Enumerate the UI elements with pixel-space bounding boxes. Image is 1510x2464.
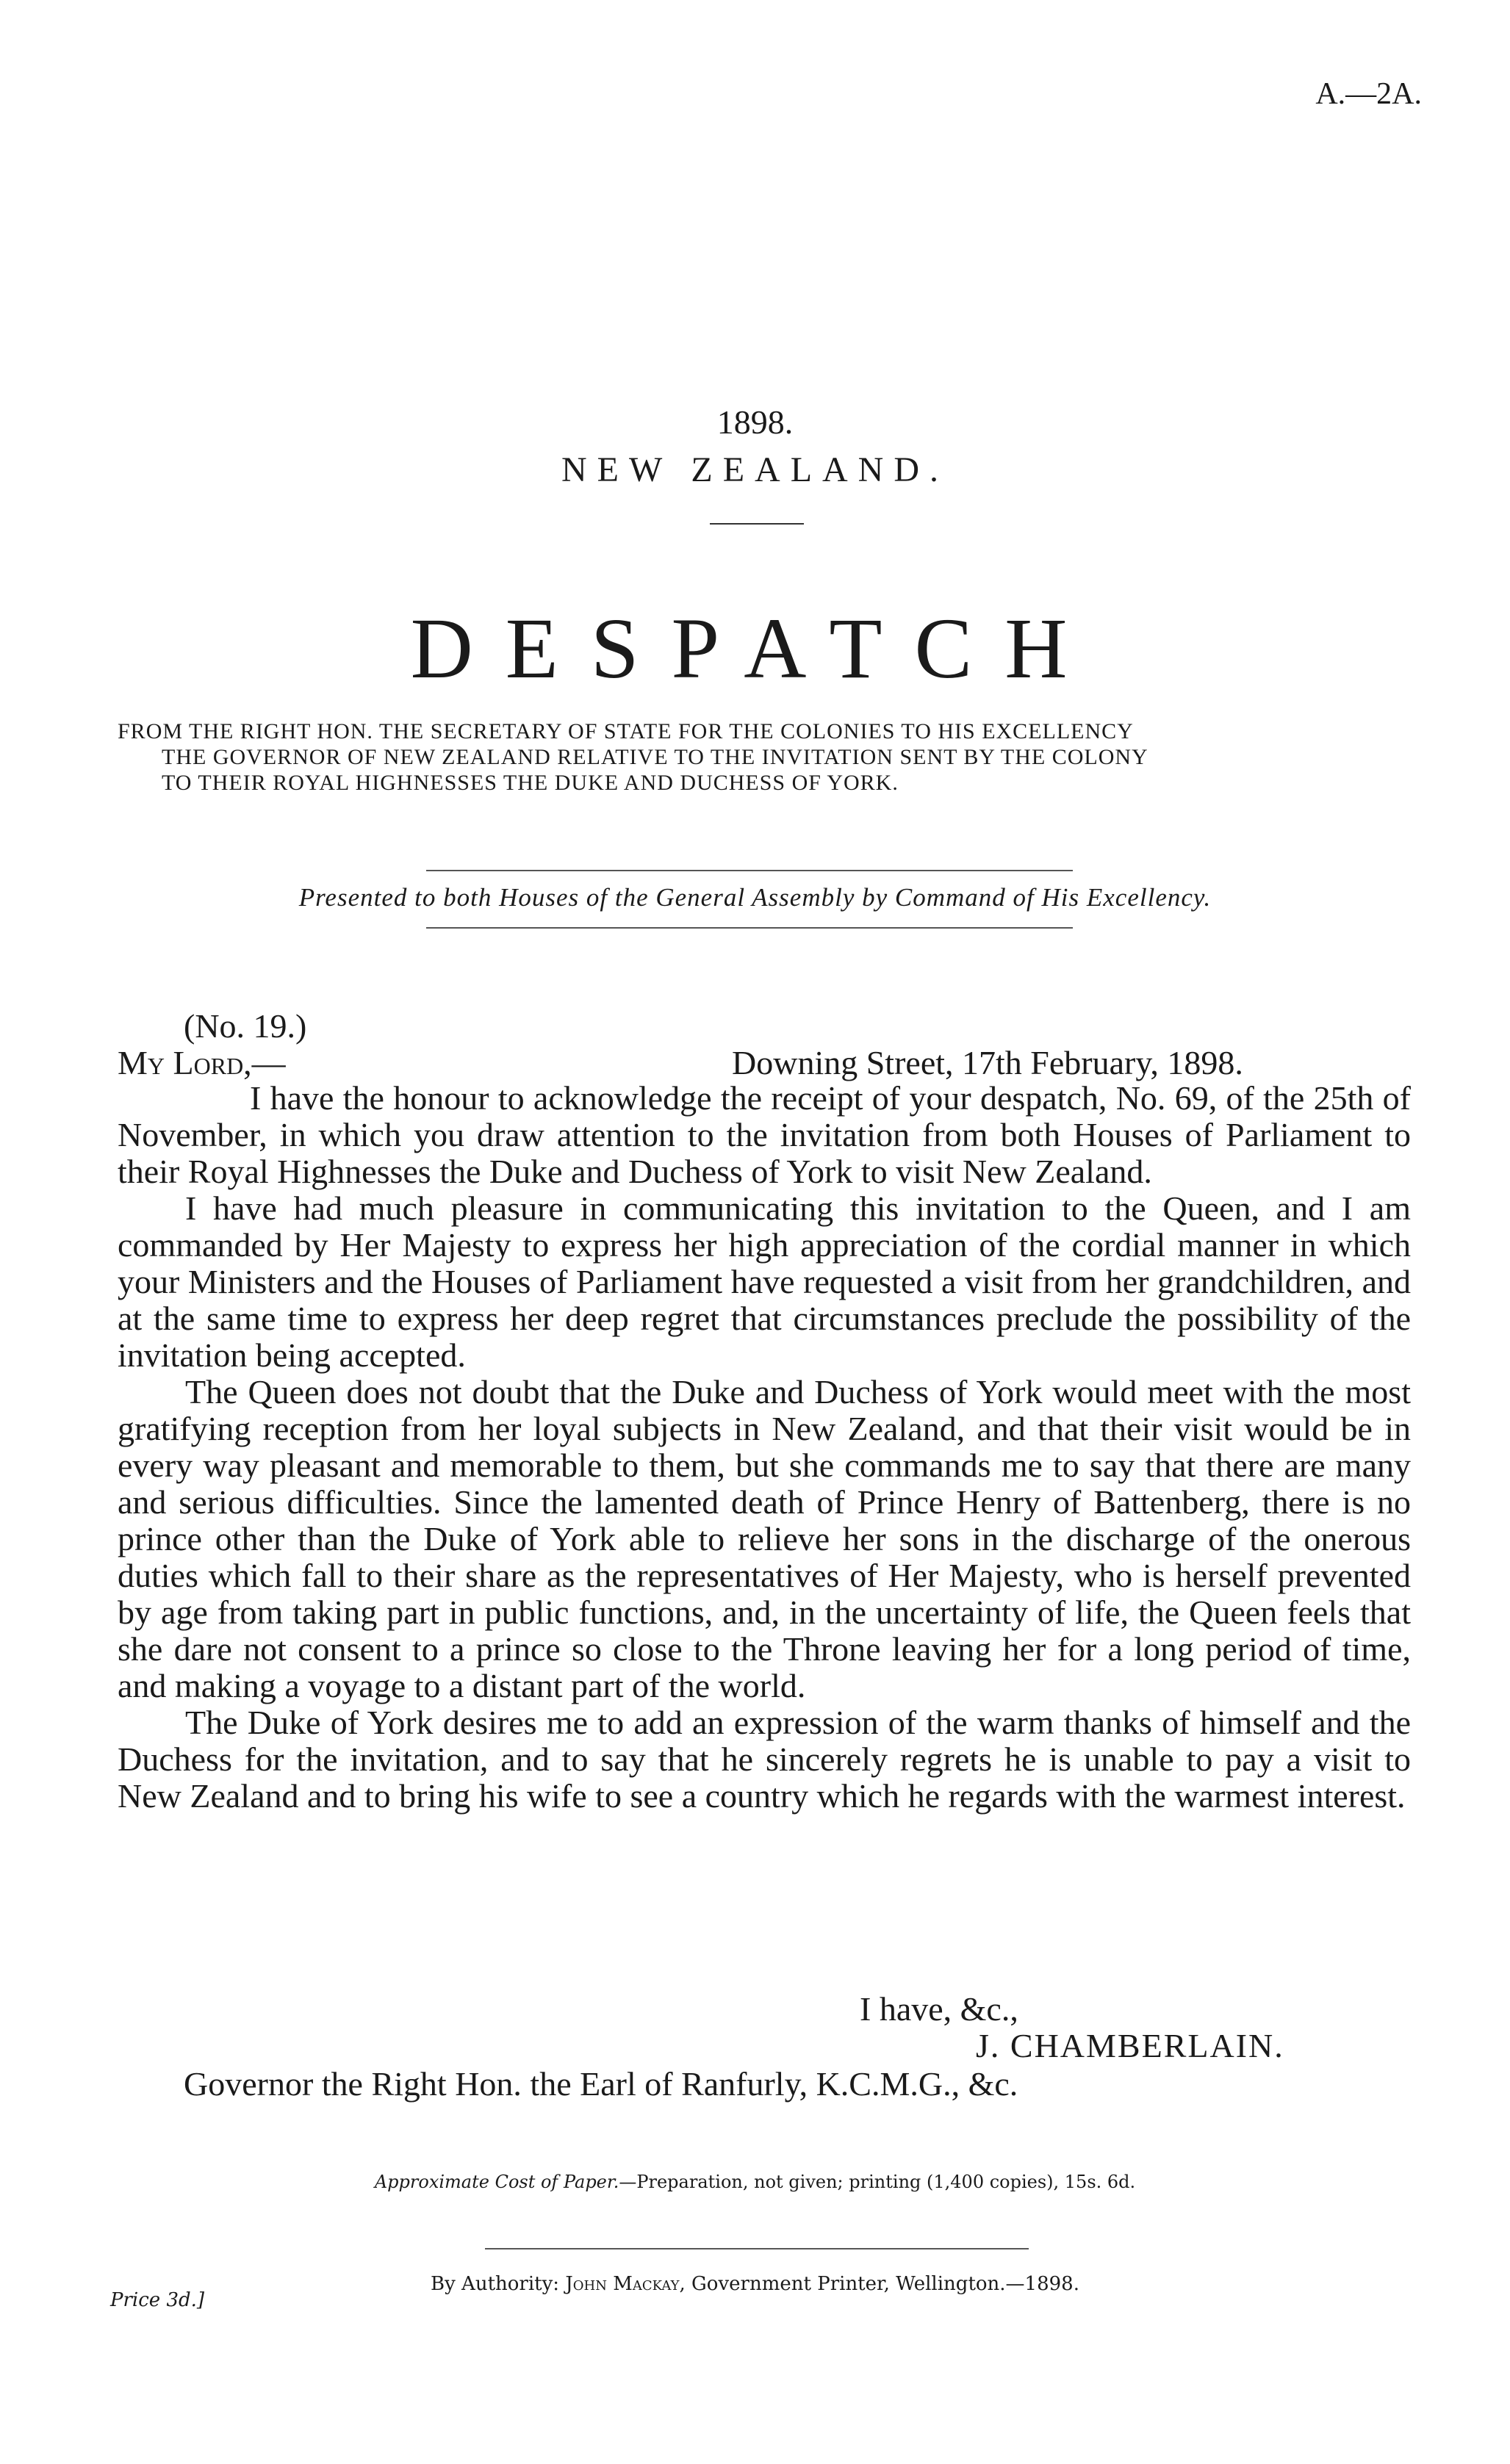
closing: I have, &c., xyxy=(860,1990,1018,2028)
despatch-number: (No. 19.) xyxy=(184,1007,307,1045)
paragraph-4: The Duke of York desires me to add an expression of the warm thanks of himself and the Duchess for the invitation, and to say that he sincerely regrets he is unable to pay a visit to New Zealand and to bring his wife to see a country which he regards with the warmest interest. xyxy=(118,1704,1411,1815)
cost-detail: —Preparation, not given; printing (1,400 copies), 15s. 6d. xyxy=(619,2172,1136,2192)
document-reference: A.—2A. xyxy=(1315,77,1422,111)
presented-rule-bottom xyxy=(426,927,1073,929)
page-title: DESPATCH xyxy=(410,600,1100,696)
subtitle-line-3: TO THEIR ROYAL HIGHNESSES THE DUKE AND DUCHESS OF YORK. xyxy=(162,771,899,795)
letter-body xyxy=(118,1080,1411,1815)
cost-label: Approximate Cost of Paper. xyxy=(374,2172,619,2192)
salutation: My Lord,— xyxy=(118,1044,286,1081)
authority-suffix: , Government Printer, Wellington.—1898. xyxy=(679,2273,1079,2295)
presented-rule-top xyxy=(426,870,1073,871)
subtitle xyxy=(118,718,1411,796)
dateline: Downing Street, 17th February, 1898. xyxy=(732,1044,1243,1081)
recipient: Governor the Right Hon. the Earl of Ranfurly, K.C.M.G., &c. xyxy=(184,2065,1018,2103)
printer-name: John Mackay xyxy=(565,2273,680,2295)
price: Price 3d.] xyxy=(110,2289,205,2311)
cost-note xyxy=(0,2172,1510,2192)
paragraph-3: The Queen does not doubt that the Duke and Duchess of York would meet with the most gratifying reception from her loyal subjects in New Zealand, and that their visit would be in every way pleasant and memorable to them, but she commands me to say that there are many and serious difficulties. Since the lamented death of Prince Henry of Battenberg, there is no prince other than the Duke of York able to relieve her sons in the discharge of the onerous duties which fall to their share as the representatives of Her Majesty, who is herself prevented by age from taking part in public functions, and, in the uncertainty of life, the Queen feels that she dare not consent to a prince so close to the Throne leaving her for a long period of time, and making a voyage to a distant part of the world. xyxy=(118,1373,1411,1704)
signature: J. CHAMBERLAIN. xyxy=(976,2027,1284,2064)
printer-authority xyxy=(0,2273,1510,2295)
presented-line: Presented to both Houses of the General Assembly by Command of His Excellency. xyxy=(298,883,1212,912)
subtitle-line-1: FROM THE RIGHT HON. THE SECRETARY OF STATE FOR THE COLONIES TO HIS EXCELLENCY xyxy=(118,719,1134,743)
year-heading: 1898. xyxy=(716,403,794,441)
subtitle-line-2: THE GOVERNOR OF NEW ZEALAND RELATIVE TO THE INVITATION SENT BY THE COLONY xyxy=(162,745,1148,769)
authority-prefix: By Authority: xyxy=(431,2273,560,2295)
authority-rule xyxy=(485,2248,1029,2249)
heading-divider xyxy=(710,523,804,525)
paragraph-1: I have the honour to acknowledge the receipt of your despatch, No. 69, of the 25th of November, in which you draw attention to the invitation from both Houses of Parliament to their Royal Highnesses the Duke and Duchess of York to visit New Zealand. xyxy=(118,1079,1411,1190)
paragraph-2: I have had much pleasure in communicating this invitation to the Queen, and I am commanded by Her Majesty to express her high appreciation of the cordial manner in which your Ministers and the Houses of Parliament have requested a visit from her grandchildren, and at the same time to express her deep regret that circumstances preclude the possibility of the invitation being accepted. xyxy=(118,1189,1411,1374)
country-heading: NEW ZEALAND. xyxy=(561,450,949,489)
